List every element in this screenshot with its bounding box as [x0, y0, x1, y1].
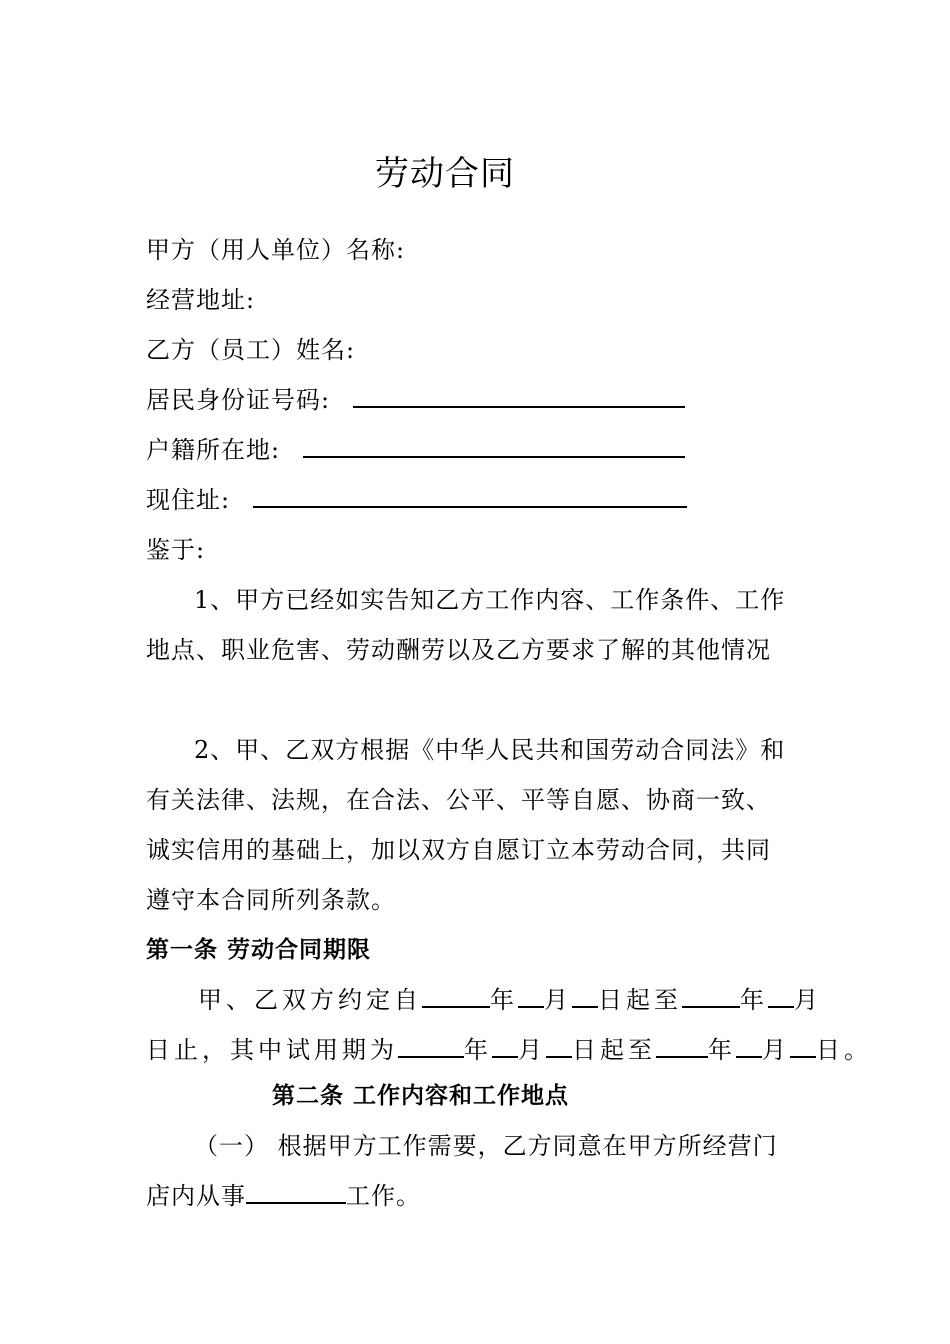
whereas-item2-line3: 诚实信用的基础上，加以双方自愿订立本劳动合同，共同: [146, 836, 771, 864]
household-registration-label: 户籍所在地:: [146, 436, 281, 464]
year-label: 年: [490, 986, 518, 1014]
job-suffix: 工作。: [346, 1182, 421, 1210]
day-from-label: 日起至: [572, 1036, 656, 1064]
day-from-label: 日起至: [598, 986, 682, 1014]
whereas-label: 鉴于:: [146, 536, 206, 564]
month-label: 月: [518, 1036, 546, 1064]
business-address-field: 经营地址:: [146, 286, 256, 314]
start-year-blank[interactable]: [422, 984, 490, 1008]
current-address-label: 现住址:: [146, 486, 231, 514]
current-address-blank[interactable]: [253, 484, 687, 508]
year-label: 年: [464, 1036, 492, 1064]
probation-start-month-blank[interactable]: [492, 1034, 518, 1058]
document-title: 劳动合同: [375, 154, 515, 194]
probation-end-year-blank[interactable]: [656, 1034, 708, 1058]
probation-text: 日止，其中试用期为: [146, 1036, 398, 1064]
job-blank[interactable]: [246, 1180, 346, 1204]
job-text: 店内从事: [146, 1182, 246, 1210]
id-number-label: 居民身份证号码:: [146, 386, 331, 414]
article1-line2: [146, 1034, 872, 1066]
whereas-item1-line1: 1、甲方已经如实告知乙方工作内容、工作条件、工作: [194, 586, 786, 614]
probation-start-day-blank[interactable]: [546, 1034, 572, 1058]
current-address-row: [146, 484, 687, 516]
month-label: 月: [794, 986, 822, 1014]
household-registration-blank[interactable]: [303, 434, 685, 458]
day-end-label: 日。: [816, 1036, 872, 1064]
year-label: 年: [708, 1036, 736, 1064]
probation-end-day-blank[interactable]: [790, 1034, 816, 1058]
whereas-item2-line4: 遵守本合同所列条款。: [146, 886, 396, 914]
whereas-item2-line1: 2、甲、乙双方根据《中华人民共和国劳动合同法》和: [194, 736, 786, 764]
employer-name-field: 甲方（用人单位）名称:: [146, 236, 406, 264]
household-registration-row: [146, 434, 685, 466]
employee-name-field: 乙方（员工）姓名:: [146, 336, 356, 364]
article2-heading: 第二条 工作内容和工作地点: [272, 1083, 570, 1109]
end-year-blank[interactable]: [682, 984, 740, 1008]
start-month-blank[interactable]: [518, 984, 544, 1008]
whereas-item2-line2: 有关法律、法规，在合法、公平、平等自愿、协商一致、: [146, 786, 771, 814]
article1-heading: 第一条 劳动合同期限: [146, 937, 372, 963]
article2-line2: [146, 1180, 421, 1212]
end-month-blank[interactable]: [768, 984, 794, 1008]
month-label: 月: [762, 1036, 790, 1064]
id-number-blank[interactable]: [353, 384, 685, 408]
term-start-text: 甲、乙双方约定自: [198, 986, 422, 1014]
probation-end-month-blank[interactable]: [736, 1034, 762, 1058]
probation-start-year-blank[interactable]: [398, 1034, 464, 1058]
start-day-blank[interactable]: [572, 984, 598, 1008]
month-label: 月: [544, 986, 572, 1014]
year-label: 年: [740, 986, 768, 1014]
id-number-row: [146, 384, 685, 416]
article2-line1: （一） 根据甲方工作需要，乙方同意在甲方所经营门: [194, 1132, 778, 1160]
article1-line1: [198, 984, 822, 1016]
whereas-item1-line2: 地点、职业危害、劳动酬劳以及乙方要求了解的其他情况: [146, 636, 771, 664]
